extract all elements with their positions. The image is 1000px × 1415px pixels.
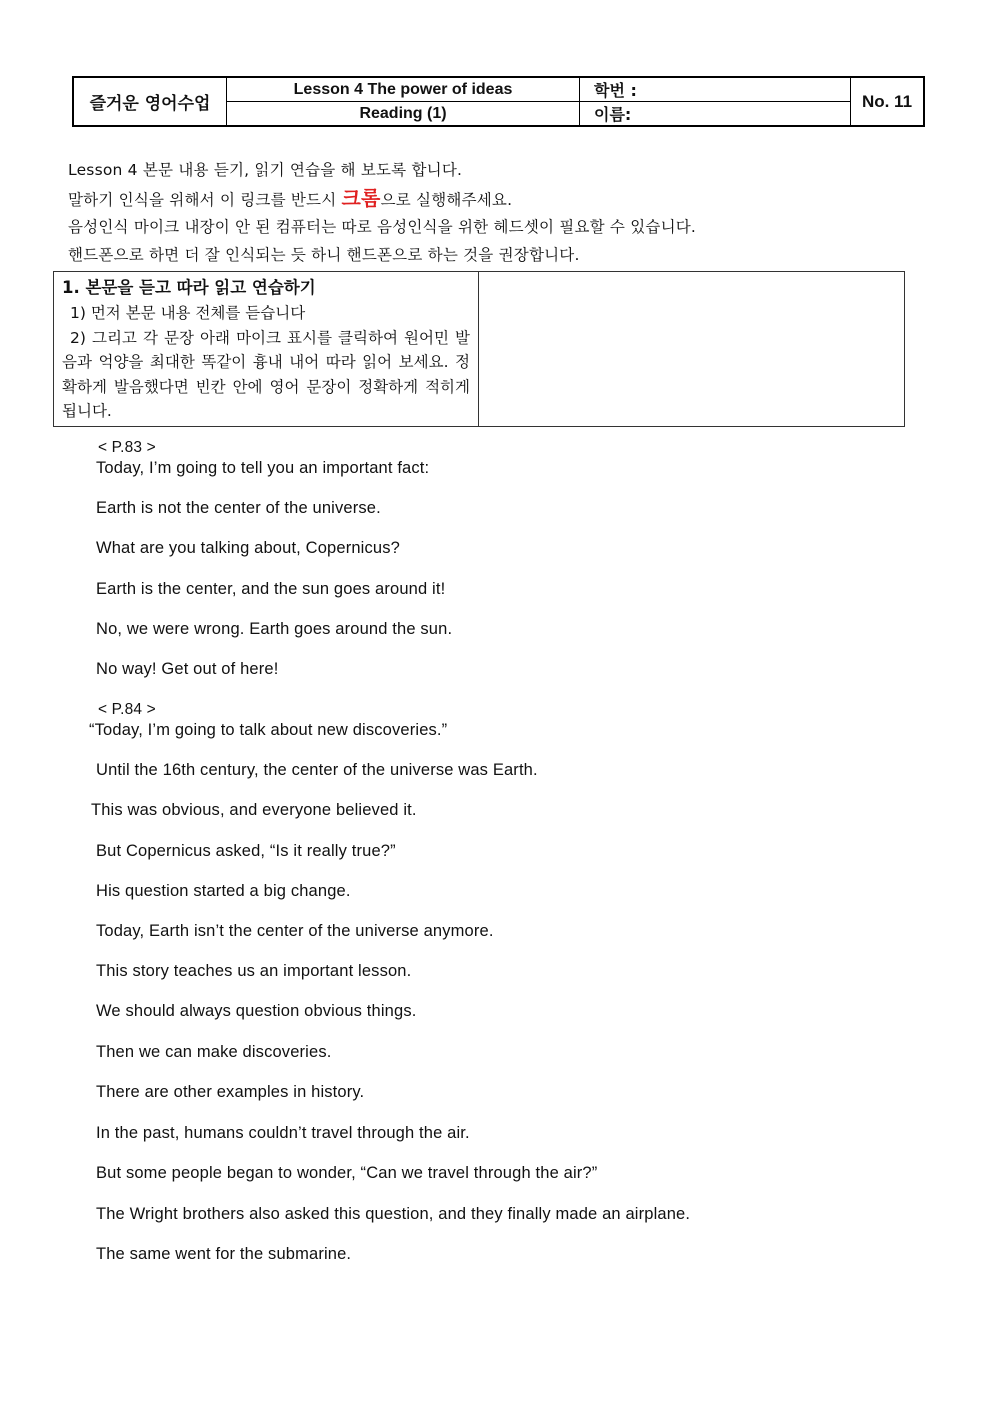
sentence: But Copernicus asked, “Is it really true?” bbox=[96, 842, 396, 860]
worksheet-number: No. 11 bbox=[851, 77, 925, 126]
sentence: The Wright brothers also asked this question, and they finally made an airplane. bbox=[96, 1205, 691, 1223]
intro-line-2-pre: 말하기 인식을 위해서 이 링크를 반드시 bbox=[68, 190, 342, 209]
intro-line-1: Lesson 4 본문 내용 듣기, 읽기 연습을 해 보도록 합니다. bbox=[68, 161, 463, 179]
sentence: Until the 16th century, the center of the universe was Earth. bbox=[96, 761, 538, 779]
sentence: This story teaches us an important lesson. bbox=[96, 962, 412, 980]
class-title: 즐거운 영어수업 bbox=[73, 77, 227, 126]
reading-title: Reading (1) bbox=[227, 102, 580, 127]
sentence: There are other examples in history. bbox=[96, 1083, 365, 1101]
sentence: “Today, I’m going to talk about new discoveries.” bbox=[89, 721, 448, 739]
intro-line-2-post: 으로 실행해주세요. bbox=[380, 190, 513, 209]
sentence: Earth is not the center of the universe. bbox=[96, 499, 381, 517]
intro-line-2 bbox=[68, 185, 696, 215]
sentence: No, we were wrong. Earth goes around the sun. bbox=[96, 620, 453, 638]
sentence: The same went for the submarine. bbox=[96, 1245, 352, 1263]
sentence: This was obvious, and everyone believed it. bbox=[91, 801, 417, 819]
name-label: 이름: bbox=[580, 102, 851, 127]
sentence: Today, Earth isn’t the center of the universe anymore. bbox=[96, 922, 494, 940]
sentence: No way! Get out of here! bbox=[96, 660, 279, 678]
sentence: Then we can make discoveries. bbox=[96, 1043, 332, 1061]
sentence: In the past, humans couldn’t travel through the air. bbox=[96, 1124, 470, 1142]
instructions-title: 1. 본문을 듣고 따라 읽고 연습하기 bbox=[62, 278, 316, 297]
instructions-text bbox=[54, 272, 479, 426]
sentence: His question started a big change. bbox=[96, 882, 351, 900]
student-id-label: 학번 : bbox=[580, 77, 851, 102]
page-marker-p84: < P.84 > bbox=[98, 701, 156, 718]
intro-line-3: 음성인식 마이크 내장이 안 된 컴퓨터는 따로 음성인식을 위한 헤드셋이 필요할 수 있습니다. bbox=[68, 218, 697, 236]
intro-text bbox=[68, 157, 696, 269]
sentence: What are you talking about, Copernicus? bbox=[96, 539, 400, 557]
page-marker-p83: < P.83 > bbox=[98, 439, 156, 456]
instructions-step-1: 1) 먼저 본문 내용 전체를 듣습니다 bbox=[70, 304, 306, 322]
intro-line-4: 핸드폰으로 하면 더 잘 인식되는 듯 하니 핸드폰으로 하는 것을 권장합니다. bbox=[68, 245, 580, 264]
sentence: We should always question obvious things. bbox=[96, 1002, 417, 1020]
instructions-step-2: 2) 그리고 각 문장 아래 마이크 표시를 클릭하여 원어민 발음과 억양을 최대한 똑같이 흉내 내어 따라 읽어 보세요. 정확하게 발음했다면 빈칸 안에 영어 문장이 정확하게 적히게 됩니다. bbox=[62, 328, 470, 420]
instructions-box bbox=[53, 271, 905, 427]
sentence: But some people began to wonder, “Can we travel through the air?” bbox=[96, 1164, 598, 1182]
lesson-title: Lesson 4 The power of ideas bbox=[227, 77, 580, 102]
sentence: Earth is the center, and the sun goes around it! bbox=[96, 580, 446, 598]
instructions-blank-area bbox=[479, 272, 904, 426]
worksheet-header bbox=[72, 76, 925, 127]
sentence: Today, I’m going to tell you an important fact: bbox=[96, 459, 430, 477]
chrome-highlight: 크롬 bbox=[341, 185, 381, 210]
